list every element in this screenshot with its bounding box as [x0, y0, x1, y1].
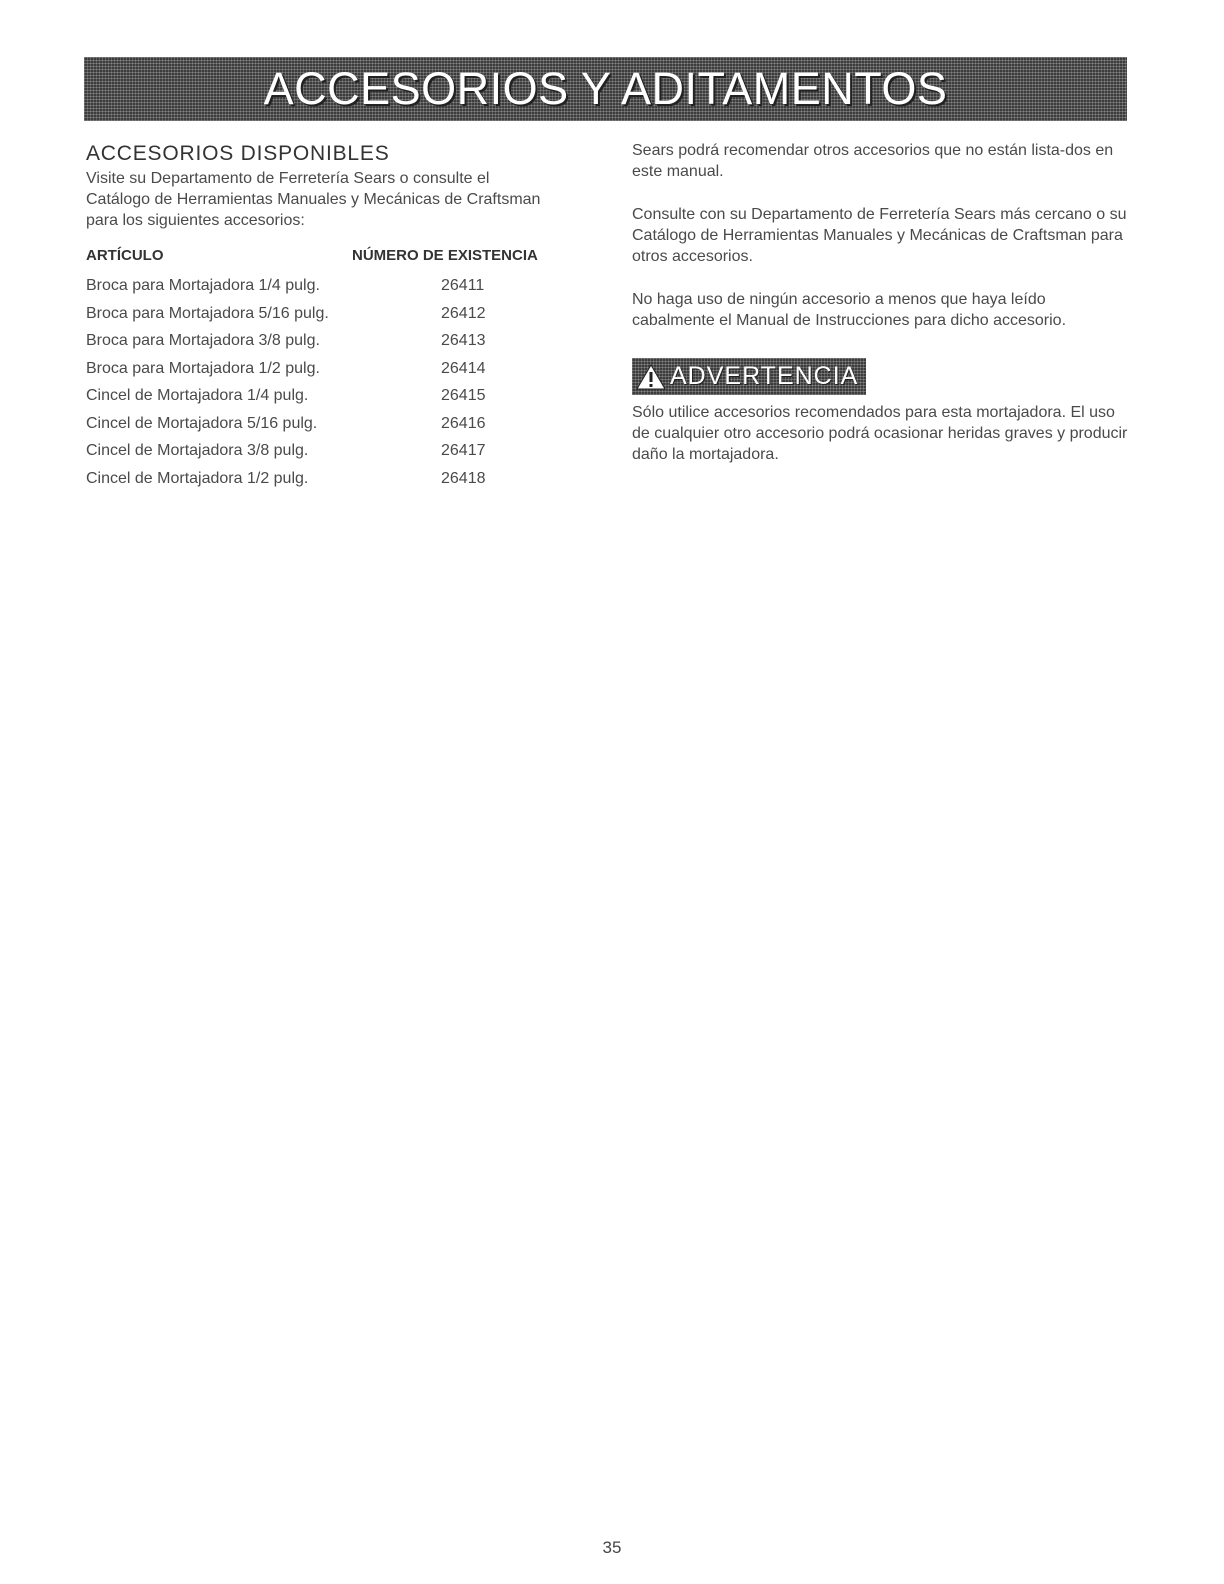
- column-header-item: ARTÍCULO: [86, 247, 164, 264]
- table-row: [86, 305, 586, 333]
- table-row: [86, 332, 586, 360]
- number-cell: 26412: [441, 304, 486, 322]
- intro-paragraph: Visite su Departamento de Ferretería Sears o consulte el Catálogo de Herramientas Manuales y Mecánicas de Craftsman para los siguientes accesorios:: [86, 170, 541, 229]
- accessories-table: [86, 247, 586, 497]
- section-heading: ACCESORIOS DISPONIBLES: [86, 142, 390, 165]
- table-row: [86, 360, 586, 388]
- recommendation-paragraph: Sears podrá recomendar otros accesorios que no están lista-dos en este manual.: [632, 142, 1114, 180]
- caution-paragraph: No haga uso de ningún accesorio a menos que haya leído cabalmente el Manual de Instrucciones para dicho accesorio.: [632, 291, 1067, 329]
- warning-badge: [632, 358, 866, 395]
- number-cell: 26411: [441, 277, 485, 294]
- number-cell: 26414: [441, 359, 486, 377]
- item-cell: Cincel de Mortajadora 1/4 pulg.: [86, 387, 309, 404]
- item-cell: Cincel de Mortajadora 3/8 pulg.: [86, 442, 309, 459]
- table-row: [86, 442, 586, 470]
- consult-paragraph: Consulte con su Departamento de Ferretería Sears más cercano o su Catálogo de Herramientas Manuales y Mecánicas de Craftsman para otros accesorios.: [632, 206, 1127, 265]
- warning-text: Sólo utilice accesorios recomendados para esta mortajadora. El uso de cualquier otro accesorio podrá ocasionar heridas graves y producir daño la mortajadora.: [632, 403, 1128, 463]
- number-cell: 26413: [441, 332, 486, 349]
- table-row: [86, 387, 586, 415]
- item-cell: Cincel de Mortajadora 5/16 pulg.: [86, 414, 318, 432]
- column-header-number: NÚMERO DE EXISTENCIA: [352, 247, 538, 264]
- item-cell: Broca para Mortajadora 3/8 pulg.: [86, 332, 320, 349]
- page-number: 35: [602, 1538, 622, 1557]
- banner-title: ACCESORIOS Y ADITAMENTOS: [263, 63, 948, 114]
- number-cell: 26417: [441, 442, 486, 459]
- number-cell: 26416: [441, 414, 486, 432]
- warning-label: ADVERTENCIA: [670, 362, 859, 390]
- table-row: [86, 470, 586, 498]
- table-row: [86, 415, 586, 443]
- item-cell: Broca para Mortajadora 5/16 pulg.: [86, 304, 329, 322]
- left-column: [86, 140, 586, 497]
- item-cell: Cincel de Mortajadora 1/2 pulg.: [86, 469, 309, 487]
- right-column: [632, 140, 1142, 465]
- section-banner: [84, 57, 1127, 121]
- warning-triangle-icon: [636, 363, 666, 391]
- table-header: [86, 247, 586, 277]
- table-row: [86, 277, 586, 305]
- item-cell: Broca para Mortajadora 1/2 pulg.: [86, 359, 320, 377]
- item-cell: Broca para Mortajadora 1/4 pulg.: [86, 277, 320, 294]
- number-cell: 26418: [441, 469, 486, 487]
- number-cell: 26415: [441, 387, 486, 404]
